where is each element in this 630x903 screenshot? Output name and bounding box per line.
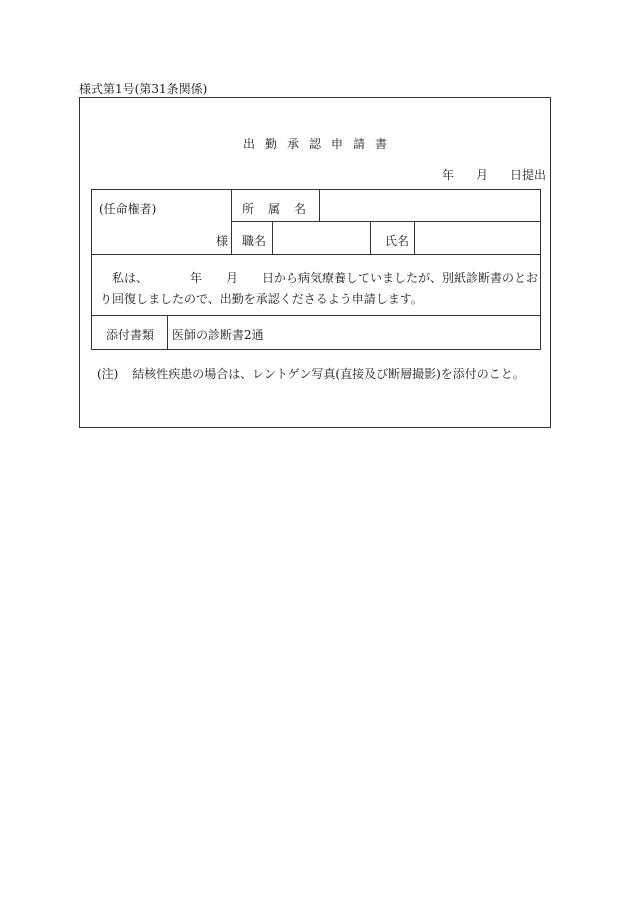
date-month-label: 月 [475,168,488,182]
footnote-text: 結核性疾患の場合は、レントゲン写真(直接及び断層撮影)を添付のこと。 [132,367,525,381]
divider-name-label [414,221,415,254]
date-year-label: 年 [441,168,454,182]
divider-position-value [370,221,371,254]
divider-appointer [231,190,232,254]
date-day-submit-label: 日提出 [509,168,546,182]
name-label: 氏名 [385,234,410,248]
appointer-label: (任命権者) [99,202,157,216]
position-label: 職名 [242,234,267,248]
attachment-label: 添付書類 [106,328,155,342]
divider-row3 [92,315,540,316]
divider-attachment [167,315,168,349]
footnote [97,365,525,382]
form-frame [79,97,551,428]
divider-position-label [272,221,273,254]
submission-date-line [442,166,546,183]
attachment-value: 医師の診断書2通 [172,328,264,342]
form-title: 出勤承認申請書 [242,137,397,151]
divider-row1 [231,221,540,222]
honorific-label: 様 [216,234,229,248]
divider-row2 [92,254,540,255]
affiliation-label: 所属名 [242,202,321,216]
application-statement: 私は、 年 月 日から病気療養していましたが、別紙診断書のとおり回復しましたので、出勤を承認くださるよう申請します。 [100,271,539,306]
application-table [91,189,541,350]
form-number: 様式第1号(第31条関係) [79,82,208,96]
footnote-mark: (注) [97,367,119,381]
